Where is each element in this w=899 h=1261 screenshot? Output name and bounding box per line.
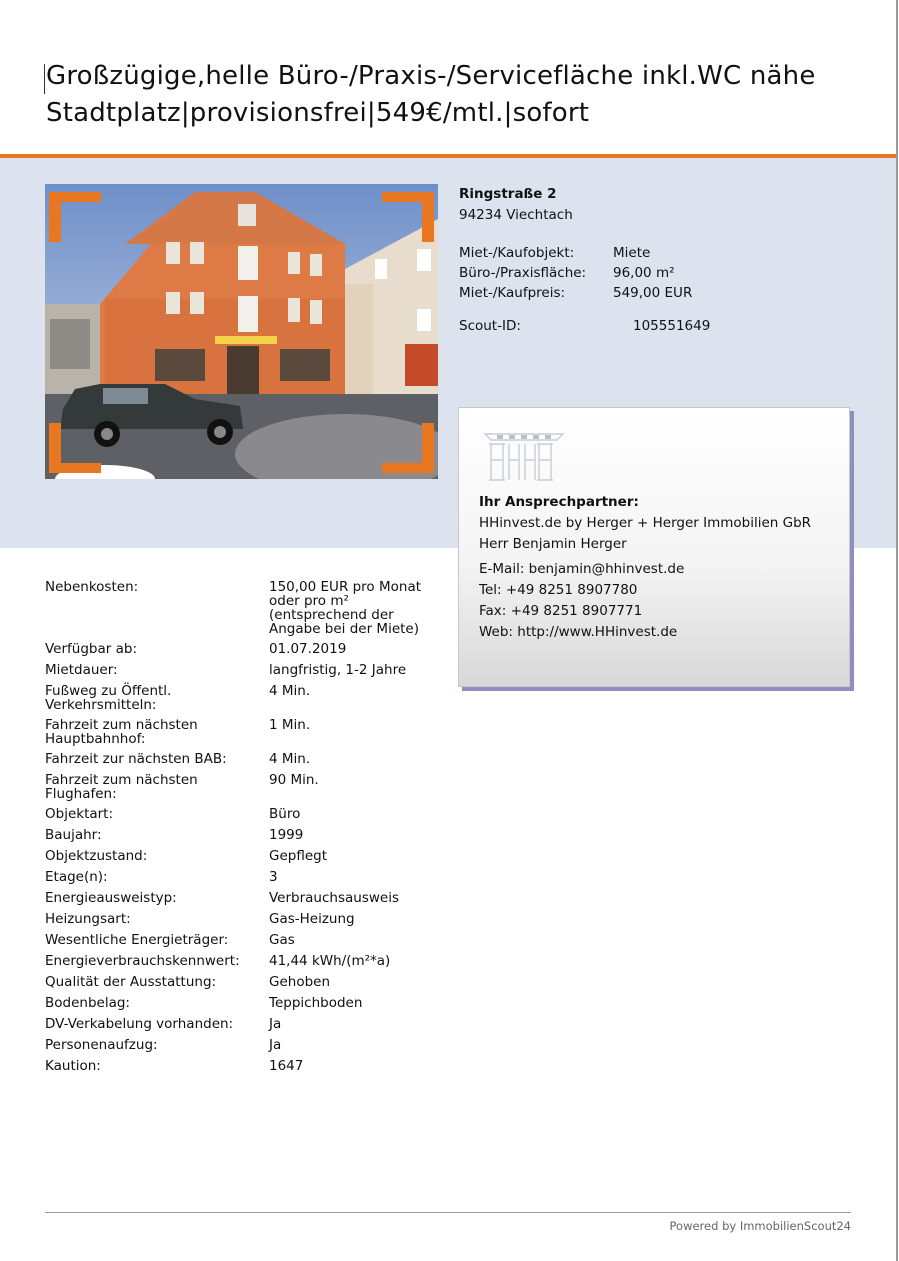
details-value: 1999 — [269, 827, 304, 843]
frame-corner-icon — [49, 423, 101, 473]
details-row — [45, 975, 465, 989]
scout-id — [459, 318, 710, 334]
contact-person: Herr Benjamin Herger — [479, 536, 627, 552]
details-value: 01.07.2019 — [269, 641, 347, 657]
details-row — [45, 1038, 465, 1052]
details-label: Fahrzeit zum nächsten Hauptbahnhof: — [45, 717, 198, 747]
details-label: Mietdauer: — [45, 662, 118, 678]
fact-row — [459, 263, 692, 283]
details-value: Ja — [269, 1016, 282, 1032]
fact-row — [459, 243, 692, 263]
scout-id-label: Scout-ID: — [459, 318, 521, 334]
details-value: Ja — [269, 1037, 282, 1053]
footer-divider — [45, 1212, 851, 1213]
contact-website[interactable]: Web: http://www.HHinvest.de — [479, 624, 678, 640]
details-label: Energieverbrauchskennwert: — [45, 953, 240, 969]
property-photo[interactable] — [45, 184, 438, 479]
details-label: DV-Verkabelung vorhanden: — [45, 1016, 234, 1032]
details-label: Kaution: — [45, 1058, 101, 1074]
contact-fax: Fax: +49 8251 8907771 — [479, 603, 643, 619]
details-row — [45, 580, 465, 636]
contact-heading: Ihr Ansprechpartner: — [479, 494, 639, 510]
details-value: Gepflegt — [269, 848, 328, 864]
fact-value: 549,00 EUR — [613, 285, 693, 301]
address-city: 94234 Viechtach — [459, 207, 573, 223]
details-row — [45, 773, 465, 801]
contact-phone: Tel: +49 8251 8907780 — [479, 582, 638, 598]
details-row — [45, 1017, 465, 1031]
details-row — [45, 663, 465, 677]
details-value: Gehoben — [269, 974, 331, 990]
details-label: Baujahr: — [45, 827, 102, 843]
details-label: Verfügbar ab: — [45, 641, 137, 657]
contact-card — [458, 407, 850, 687]
details-row — [45, 996, 465, 1010]
details-value: 1 Min. — [269, 717, 311, 733]
details-value: 1647 — [269, 1058, 304, 1074]
contact-email[interactable]: E-Mail: benjamin@hhinvest.de — [479, 561, 685, 577]
details-label: Personenaufzug: — [45, 1037, 158, 1053]
details-value: 41,44 kWh/(m²*a) — [269, 953, 391, 969]
details-label: Objektart: — [45, 806, 114, 822]
details-label: Objektzustand: — [45, 848, 148, 864]
details-row — [45, 870, 465, 884]
details-value: 90 Min. — [269, 772, 319, 788]
frame-corner-icon — [382, 192, 434, 242]
details-value: Verbrauchsausweis — [269, 890, 399, 906]
fact-label: Miet-/Kaufpreis: — [459, 285, 566, 301]
hh-logo-icon — [479, 426, 569, 484]
fact-value: 96,00 m² — [613, 265, 675, 281]
details-row — [45, 891, 465, 905]
frame-corner-icon — [382, 423, 434, 473]
details-row — [45, 954, 465, 968]
details-label: Fahrzeit zum nächsten Flughafen: — [45, 772, 198, 802]
details-row — [45, 718, 465, 746]
details-row — [45, 752, 465, 766]
details-label: Fahrzeit zur nächsten BAB: — [45, 751, 227, 767]
property-address — [459, 184, 573, 226]
details-value: 4 Min. — [269, 683, 311, 699]
powered-by-text: Powered by ImmobilienScout24 — [669, 1219, 851, 1233]
details-label: Energieausweistyp: — [45, 890, 177, 906]
details-value: Teppichboden — [269, 995, 363, 1011]
details-label: Etage(n): — [45, 869, 108, 885]
listing-title: Großzügige,helle Büro-/Praxis-/Servicefläche inkl.WC nähe Stadtplatz|provisionsfrei|549€/mtl.|sofort — [46, 61, 816, 128]
details-row — [45, 642, 465, 656]
details-label: Wesentliche Energieträger: — [45, 932, 229, 948]
fact-label: Büro-/Praxisfläche: — [459, 265, 587, 281]
details-row — [45, 807, 465, 821]
frame-corner-icon — [49, 192, 101, 242]
page-edge-divider — [896, 0, 898, 1261]
details-value: Gas — [269, 932, 295, 948]
contact-company: HHinvest.de by Herger + Herger Immobilien GbR — [479, 515, 812, 531]
details-label: Bodenbelag: — [45, 995, 130, 1011]
details-value: 4 Min. — [269, 751, 311, 767]
fact-row — [459, 283, 692, 303]
details-row — [45, 912, 465, 926]
details-row — [45, 933, 465, 947]
text-cursor — [44, 64, 45, 94]
key-facts — [459, 243, 692, 303]
details-value: Büro — [269, 806, 301, 822]
details-row — [45, 684, 465, 712]
details-label: Fußweg zu Öffentl. Verkehrsmitteln: — [45, 683, 172, 713]
fact-label: Miet-/Kaufobjekt: — [459, 245, 575, 261]
details-label: Heizungsart: — [45, 911, 131, 927]
details-label: Nebenkosten: — [45, 579, 139, 595]
address-street: Ringstraße 2 — [459, 186, 557, 202]
details-value: Gas-Heizung — [269, 911, 355, 927]
details-list — [45, 580, 465, 1080]
details-row — [45, 1059, 465, 1073]
details-value: langfristig, 1-2 Jahre — [269, 662, 407, 678]
fact-value: Miete — [613, 245, 651, 261]
details-value: 150,00 EUR pro Monat oder pro m² (entsprechend der Angabe bei der Miete) — [269, 579, 422, 637]
details-label: Qualität der Ausstattung: — [45, 974, 217, 990]
details-row — [45, 828, 465, 842]
details-row — [45, 849, 465, 863]
details-value: 3 — [269, 869, 278, 885]
scout-id-value: 105551649 — [633, 318, 711, 334]
